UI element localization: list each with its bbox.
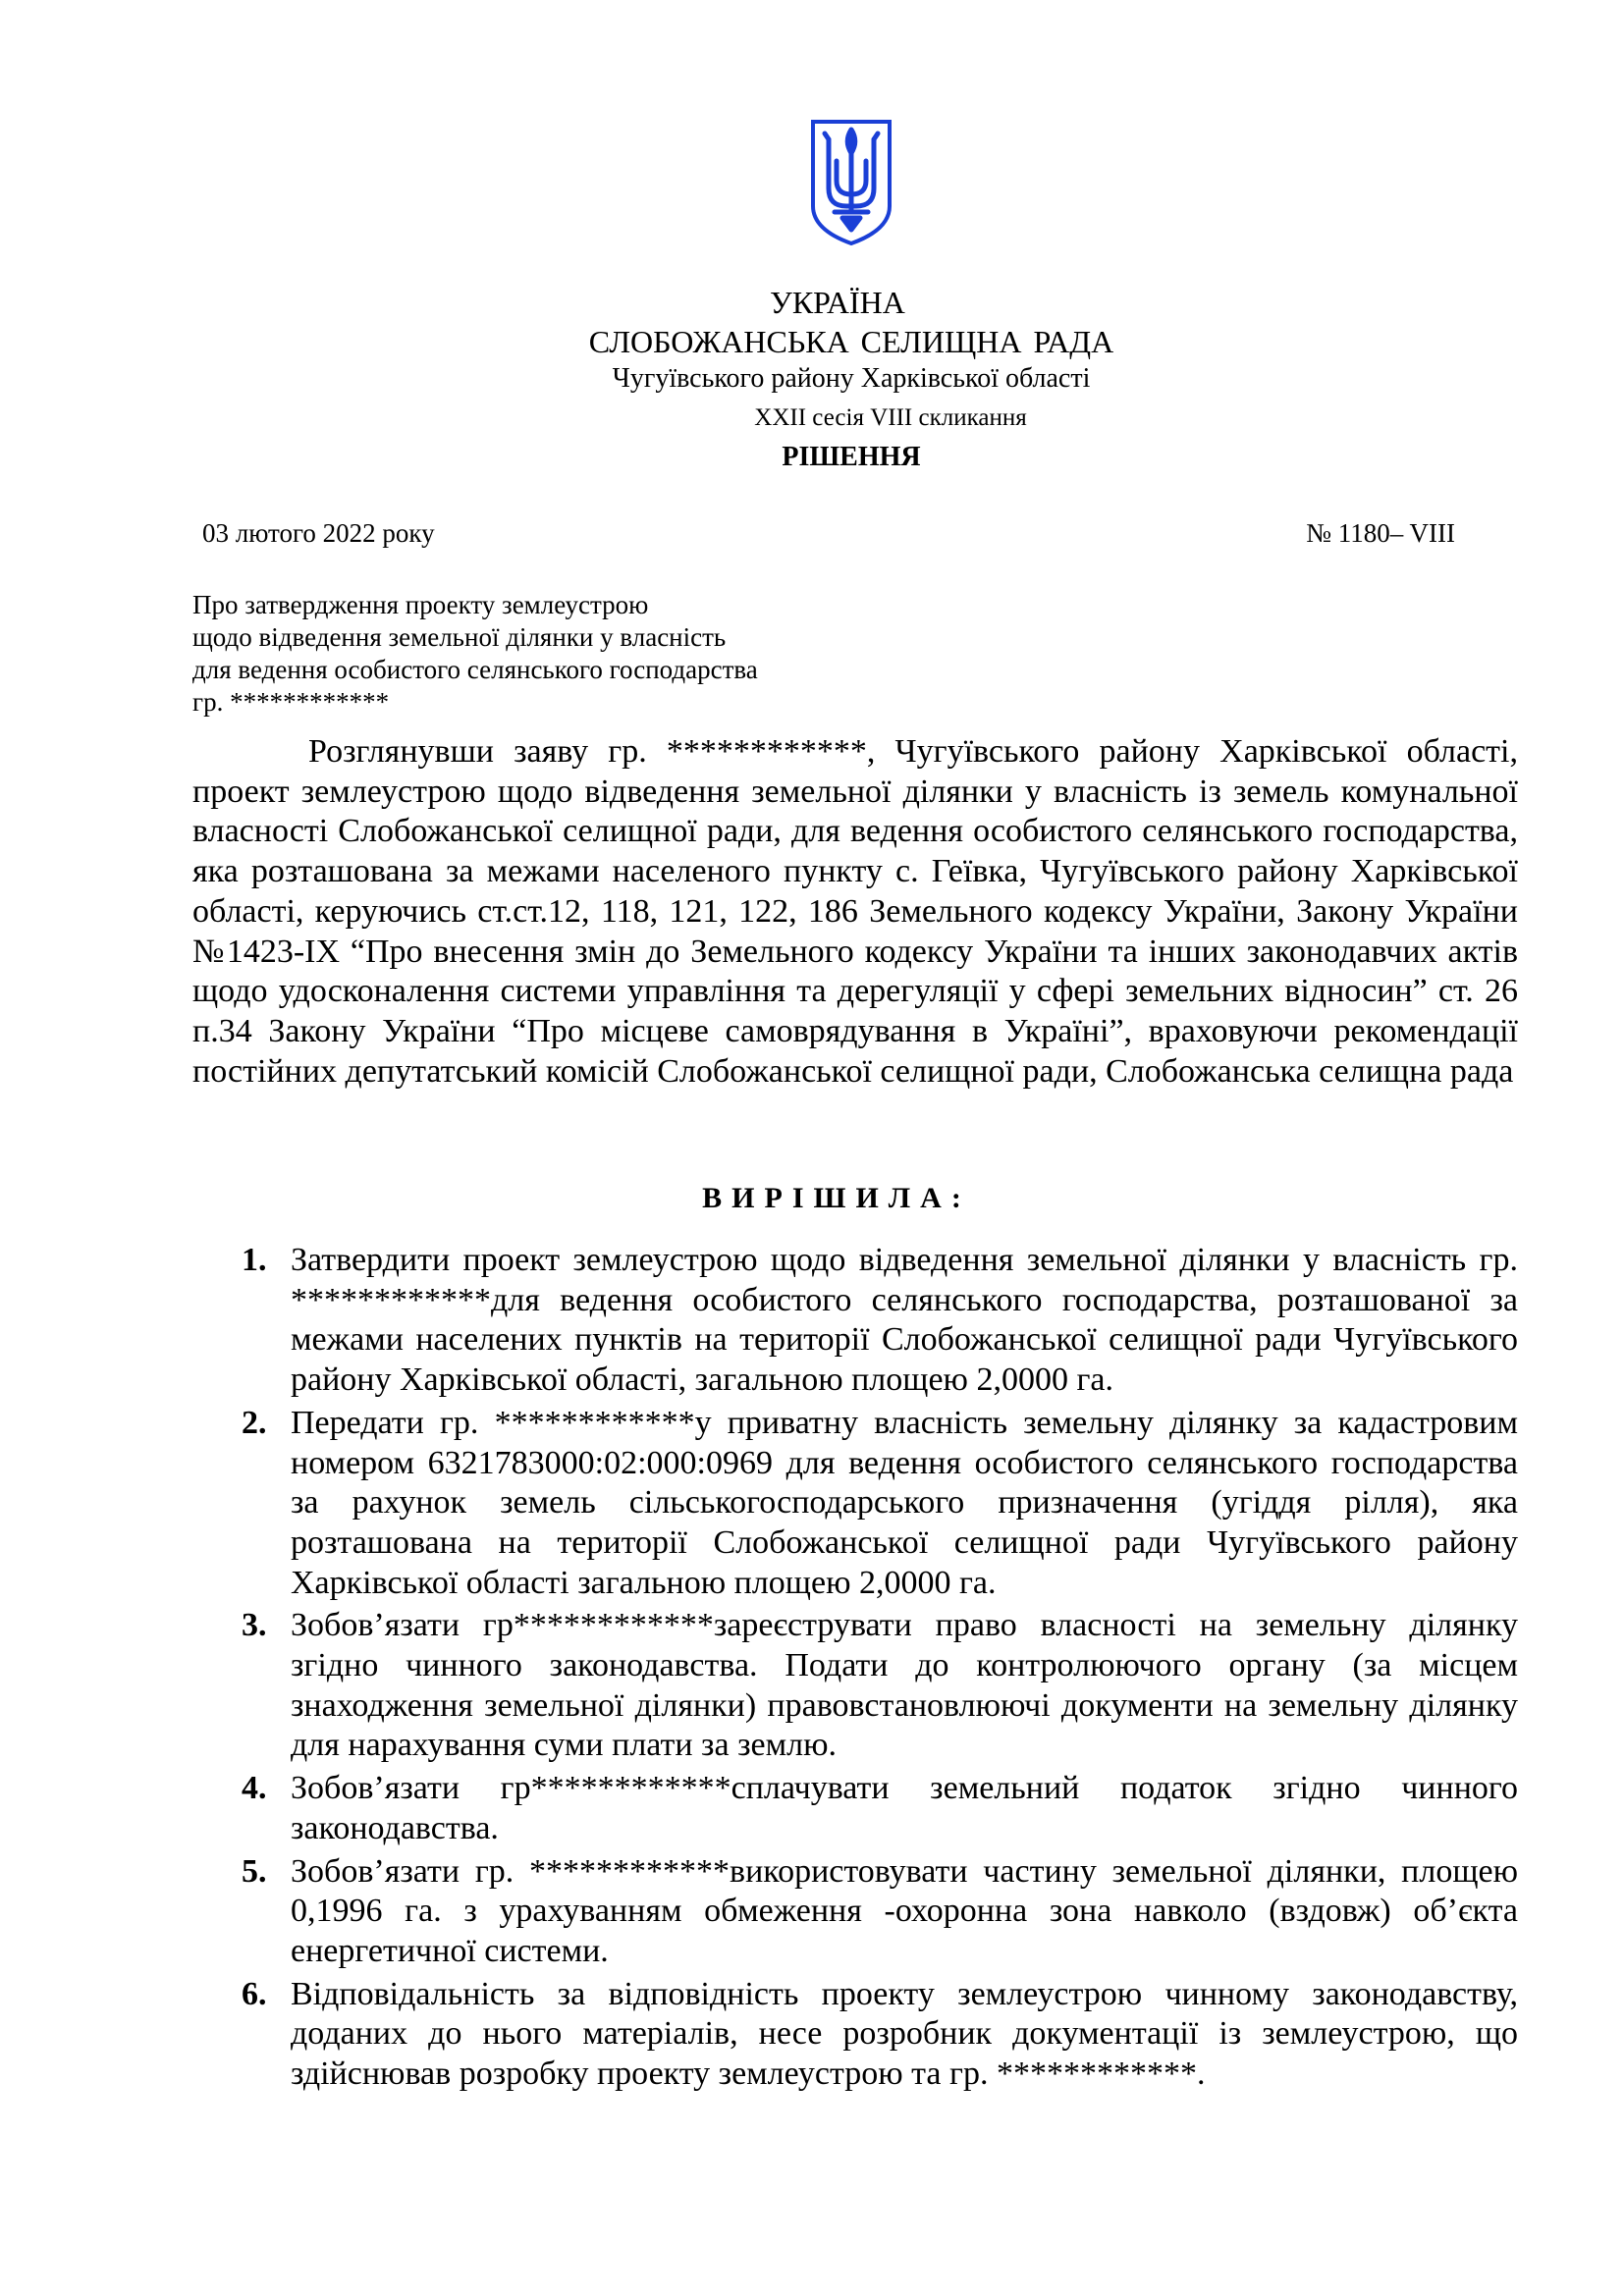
subject-line: для ведення особистого селянського господарства: [192, 655, 758, 684]
subject-line: гр. ************: [192, 687, 390, 717]
decision-date: 03 лютого 2022 року: [202, 518, 435, 548]
item-number: 4.: [242, 1770, 267, 1807]
resolved-heading: ВИРІШИЛА:: [702, 1182, 971, 1214]
item-text: Зобов’язати гр************сплачувати земельний податок згідно чинного законодавства.: [291, 1770, 1518, 1846]
resolution-item: [242, 1852, 1518, 1972]
item-text: Зобов’язати гр. ************використовувати частину земельної ділянки, площею 0,1996 га. з урахуванням обмеження -охоронна зона навколо (вздовж) об’єкта енергетичної системи.: [291, 1852, 1518, 1969]
subject-line: щодо відведення земельної ділянки у власність: [192, 622, 727, 652]
document-type-title: РІШЕННЯ: [782, 442, 921, 472]
item-text: Передати гр. ************у приватну власність земельну ділянку за кадастровим номером 6321783000:02:000:0969 для ведення особистого селянського господарства за рахунок земель сільськогосподарського призначення (угіддя рілля), яка розташована на території Слобожанської селищної ради Чугуївського району Харківської області загальною площею 2,0000 га.: [291, 1404, 1518, 1601]
resolution-item: [242, 1404, 1518, 1604]
subject-line: Про затвердження проекту землеустрою: [192, 590, 649, 619]
item-number: 6.: [242, 1975, 267, 2012]
resolution-item: [242, 1769, 1518, 1848]
item-text: Зобов’язати гр************зареєструвати право власності на земельну ділянку згідно чинного законодавства. Подати до контролюючого органу (за місцем знаходження земельної ділянки) правовстановлюючі документи на земельну ділянку для нарахування суми плати за землю.: [291, 1607, 1518, 1764]
resolution-item: [242, 1606, 1518, 1766]
decision-number: № 1180– VIII: [1306, 518, 1455, 548]
item-text: Відповідальність за відповідність проекту землеустрою чинному законодавству, доданих до нього матеріалів, несе розробник документації із землеустрою, що здійснював розробку проекту землеустрою та гр. ************.: [291, 1975, 1518, 2093]
council-title: СЛОБОЖАНСЬКА СЕЛИЩНА РАДА: [588, 324, 1114, 359]
country-title: УКРАЇНА: [770, 285, 905, 320]
item-number: 5.: [242, 1852, 267, 1890]
preamble-paragraph: Розглянувши заяву гр. ************, Чугуївського району Харківської області, проект землеустрою щодо відведення земельної ділянки у власність із земель комунальної власності Слобожанської селищної ради, для ведення особистого селянського господарства, яка розташована за межами населеного пункту с. Геївка, Чугуївського району Харківської області, керуючись ст.ст.12, 118, 121, 122, 186 Земельного кодексу України, Закону України №1423-IX “Про внесення змін до Земельного кодексу України та інших законодавчих актів щодо удосконалення системи управління та дерегуляції у сфері земельних відносин” ст. 26 п.34 Закону України “Про місцеве самоврядування в Україні”, враховуючи рекомендації постійних депутатський комісій Слобожанської селищної ради, Слобожанська селищна рада: [192, 733, 1518, 1090]
resolution-item: [242, 1241, 1518, 1401]
item-number: 1.: [242, 1242, 267, 1278]
coat-of-arms-trident-icon: [807, 116, 895, 247]
resolution-item: [242, 1975, 1518, 2095]
decision-subject: [192, 589, 758, 719]
session-title: XXII сесія VIII скликання: [754, 404, 1027, 431]
item-number: 2.: [242, 1404, 267, 1441]
district-title: Чугуївського району Харківської області: [612, 363, 1091, 394]
item-number: 3.: [242, 1607, 267, 1644]
item-text: Затвердити проект землеустрою щодо відведення земельної ділянки у власність гр. ************для ведення особистого селянського господарства, розташованої за межами населених пунктів на території Слобожанської селищної ради Чугуївського району Харківської області, загальною площею 2,0000 га.: [291, 1242, 1518, 1399]
resolution-items: [242, 1241, 1518, 2098]
